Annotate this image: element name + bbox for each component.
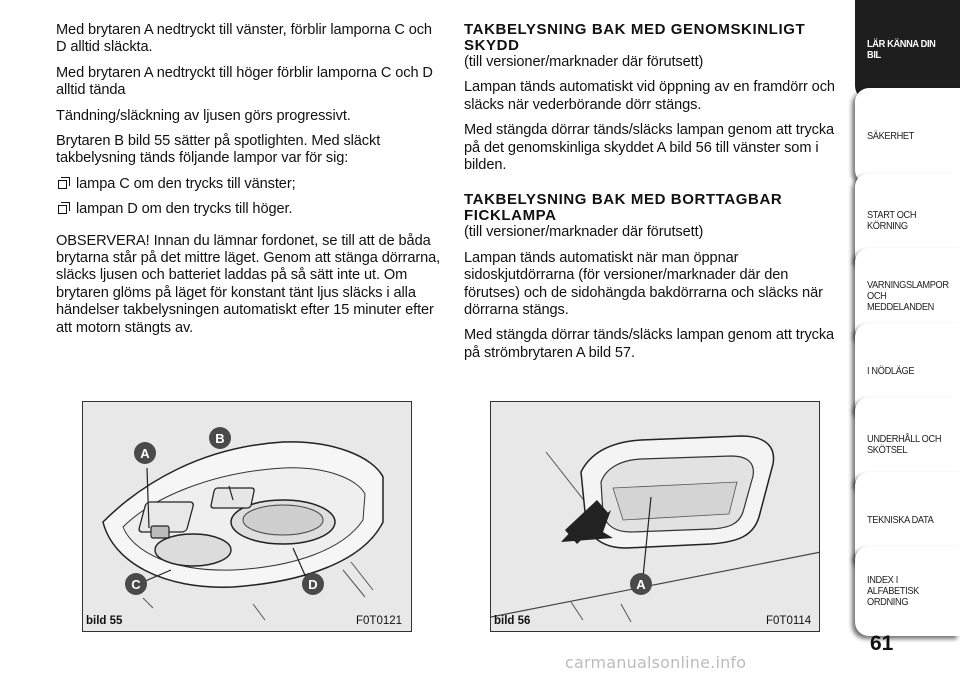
rear-light-illustration bbox=[491, 402, 820, 632]
figure-rear-ceiling-light bbox=[490, 401, 820, 632]
tab-index[interactable]: INDEX I ALFABETISK ORDNING bbox=[855, 546, 960, 636]
tab-i-nodlage[interactable]: I NÖDLÄGE bbox=[855, 323, 960, 419]
tab-start-och-korning[interactable]: START OCH KÖRNING bbox=[855, 173, 960, 269]
ceiling-light-illustration bbox=[83, 402, 412, 632]
figure-caption: bild 56 bbox=[494, 615, 531, 627]
paragraph: Med brytaren A nedtryckt till höger förblir lamporna C och D alltid tända bbox=[56, 64, 433, 99]
tab-varningslampor[interactable]: VARNINGSLAMPOR OCH MEDDELANDEN bbox=[855, 248, 960, 344]
paragraph: Med stängda dörrar tänds/släcks lampan genom att trycka på strömbrytaren A bild 57. bbox=[464, 327, 835, 361]
label-a-badge bbox=[134, 442, 156, 464]
section-heading: TAKBELYSNING BAK MED BORTTAGBAR FICKLAMPA bbox=[464, 191, 783, 225]
label-c-badge bbox=[125, 573, 147, 595]
figure-caption: bild 55 bbox=[86, 615, 123, 627]
paragraph: Lampan tänds automatiskt när man öppnar sidoskjutdörrarna (för versioner/marknader där den förutses) och de sidohängda bakdörrarna och släcks när dörrarna stängs. bbox=[464, 249, 823, 319]
figure-ceiling-light-front bbox=[82, 401, 412, 632]
list-item-text: lampa C om den trycks till vänster; bbox=[76, 175, 296, 192]
tab-tekniska-data[interactable]: TEKNISKA DATA bbox=[855, 472, 960, 568]
section-note: (till versioner/marknader där förutsett) bbox=[464, 54, 704, 70]
left-text-column bbox=[56, 22, 444, 345]
label-a-badge bbox=[630, 573, 652, 595]
svg-text:B: B bbox=[215, 431, 225, 446]
tab-lar-kanna-din-bil[interactable]: LÄR KÄNNA DIN BIL bbox=[855, 0, 960, 100]
paragraph: Med brytaren A nedtryckt till vänster, förblir lamporna C och D alltid släckta. bbox=[56, 22, 432, 56]
paragraph: Lampan tänds automatiskt vid öppning av en framdörr och släcks när vederbörande dörr stängs. bbox=[464, 79, 835, 113]
tab-sakerhet[interactable]: SÄKERHET bbox=[855, 88, 960, 184]
checkbox-bullet-icon bbox=[58, 205, 67, 214]
tab-underhall-och-skotsel[interactable]: UNDERHÅLL OCH SKÖTSEL bbox=[855, 397, 960, 493]
svg-text:D: D bbox=[308, 577, 318, 592]
paragraph: Tändning/släckning av ljusen görs progressivt. bbox=[56, 107, 351, 124]
label-b-badge bbox=[209, 427, 231, 449]
checkbox-bullet-icon bbox=[58, 180, 67, 189]
figure-code: F0T0121 bbox=[356, 615, 403, 627]
list-item-text: lampan D om den trycks till höger. bbox=[76, 201, 293, 218]
section-note: (till versioner/marknader där förutsett) bbox=[464, 224, 704, 241]
figure-code: F0T0114 bbox=[766, 615, 812, 627]
section-heading: TAKBELYSNING BAK MED GENOMSKINLIGT SKYDD bbox=[464, 21, 806, 54]
svg-text:A: A bbox=[636, 577, 646, 592]
warning-paragraph: OBSERVERA! Innan du lämnar fordonet, se till att de båda brytarna står på det mittre läget. Genom att stänga dörrarna, släcks ljusen och batteriet laddas på så sätt inte ut. Om brytaren glöms på läget för konstant tänt ljus släcks i alla händelser takbelysningen automatiskt efter 15 minuter efter att motorn stängts av. bbox=[56, 232, 441, 336]
page-number: 61 bbox=[870, 632, 894, 655]
list-item bbox=[56, 176, 444, 193]
paragraph: Brytaren B bild 55 sätter på spotlighten. Med släckt takbelysning tänds följande lampor var för sig: bbox=[56, 133, 381, 167]
list-item bbox=[56, 201, 444, 218]
svg-text:C: C bbox=[131, 577, 141, 592]
svg-text:A: A bbox=[140, 446, 150, 461]
watermark: carmanualsonline.info bbox=[565, 653, 747, 672]
right-text-column bbox=[464, 22, 844, 370]
paragraph: Med stängda dörrar tänds/släcks lampan genom att trycka på det genomskinliga skyddet A bild 56 till vänster som i bilden. bbox=[464, 122, 835, 174]
label-d-badge bbox=[302, 573, 324, 595]
chapter-sidebar bbox=[855, 0, 960, 678]
